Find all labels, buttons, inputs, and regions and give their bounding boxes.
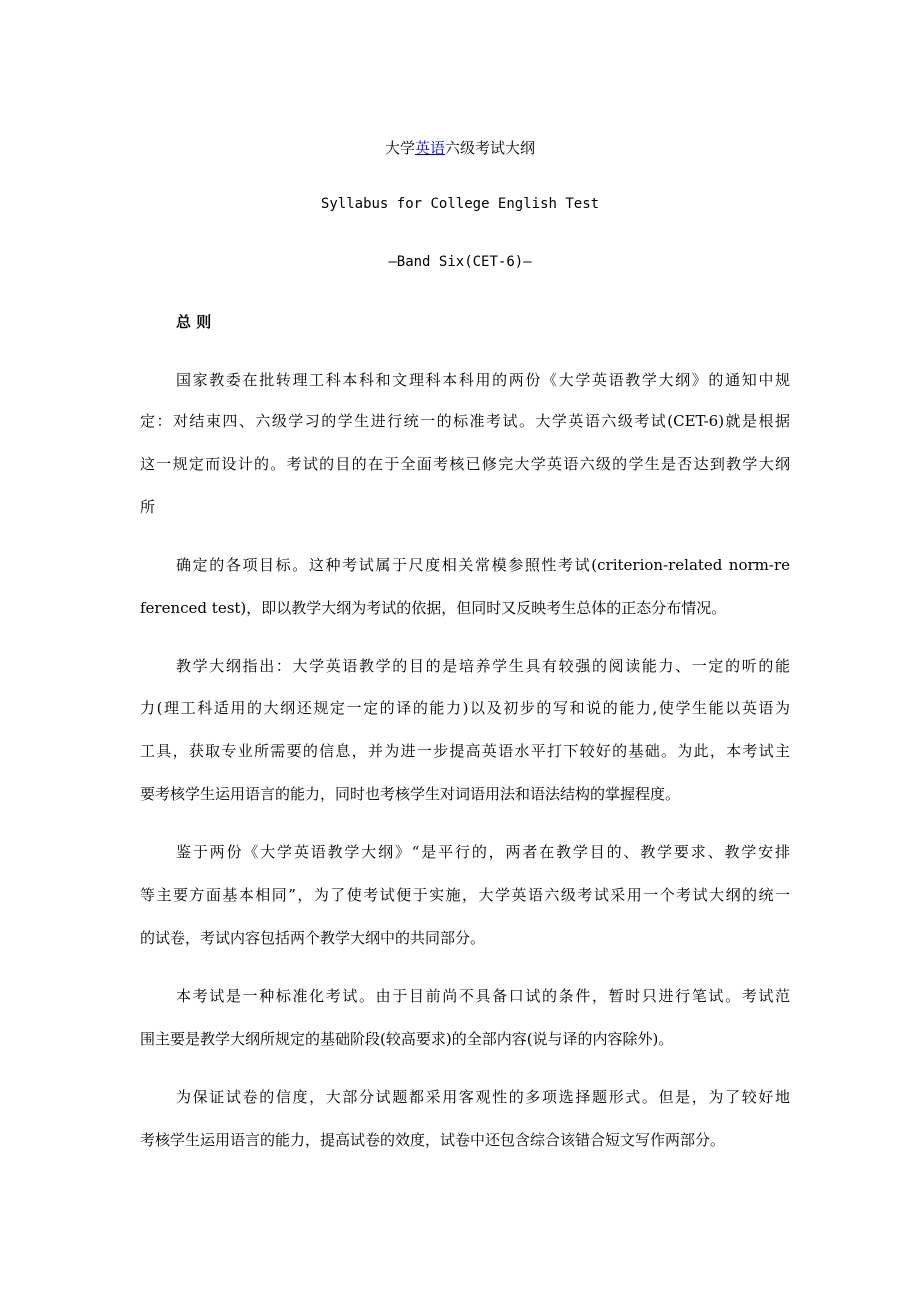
paragraph-4-line-3: 的试卷，考试内容包括两个教学大纲中的共同部分。 bbox=[140, 929, 486, 947]
document-title bbox=[0, 137, 920, 158]
paragraph-6-line-1: 为保证试卷的信度，大部分试题都采用客观性的多项选择题形式。但是，为了较好地 bbox=[176, 1088, 790, 1106]
paragraph-6-line-2: 考核学生运用语言的能力，提高试卷的效度，试卷中还包含综合该错合短文写作两部分。 bbox=[140, 1131, 726, 1149]
paragraph-5-line-2: 围主要是教学大纲所规定的基础阶段(较高要求)的全部内容(说与译的内容除外)。 bbox=[140, 1030, 674, 1048]
title-suffix: 六级考试大纲 bbox=[445, 139, 536, 157]
paragraph-1-line-2: 定：对结束四、六级学习的学生进行统一的标准考试。大学英语六级考试(CET-6)就是根据 bbox=[140, 412, 790, 430]
paragraph-3-line-2: 力(理工科适用的大纲还规定一定的译的能力)以及初步的写和说的能力,使学生能以英语为 bbox=[140, 699, 790, 717]
paragraph-2-line-2: ferenced test)，即以教学大纲为考试的依据，但同时又反映考生总体的正态分布情况。 bbox=[140, 599, 727, 617]
paragraph-3-line-4: 要考核学生运用语言的能力，同时也考核学生对词语用法和语法结构的掌握程度。 bbox=[140, 785, 681, 803]
band-label: —Band Six(CET-6)— bbox=[388, 254, 532, 270]
paragraph-4-line-2: 等主要方面基本相同”，为了使考试便于实施，大学英语六级考试采用一个考试大纲的统一 bbox=[140, 886, 790, 904]
paragraph-3-line-3: 工具，获取专业所需要的信息，并为进一步提高英语水平打下较好的基础。为此，本考试主 bbox=[140, 742, 790, 760]
paragraph-4-line-1: 鉴于两份《大学英语教学大纲》“是平行的，两者在教学目的、教学要求、教学安排 bbox=[176, 843, 790, 861]
title-prefix: 大学 bbox=[384, 139, 415, 157]
paragraph-1-line-3: 这一规定而设计的。考试的目的在于全面考核已修完大学英语六级的学生是否达到教学大纲 bbox=[140, 455, 790, 473]
paragraph-3-line-1: 教学大纲指出：大学英语教学的目的是培养学生具有较强的阅读能力、一定的听的能 bbox=[176, 657, 790, 675]
paragraph-5-line-1: 本考试是一种标准化考试。由于目前尚不具备口试的条件，暂时只进行笔试。考试范 bbox=[176, 987, 790, 1005]
section-heading: 总 则 bbox=[176, 313, 212, 331]
document-subtitle: Syllabus for College English Test bbox=[320, 196, 600, 212]
paragraph-1-line-4: 所 bbox=[140, 498, 156, 516]
paragraph-2-line-1: 确定的各项目标。这种考试属于尺度相关常模参照性考试(criterion-related norm-re bbox=[176, 556, 790, 574]
paragraph-1-line-1: 国家教委在批转理工科本科和文理科本科用的两份《大学英语教学大纲》的通知中规 bbox=[176, 371, 790, 389]
english-link[interactable]: 英语 bbox=[414, 139, 445, 157]
